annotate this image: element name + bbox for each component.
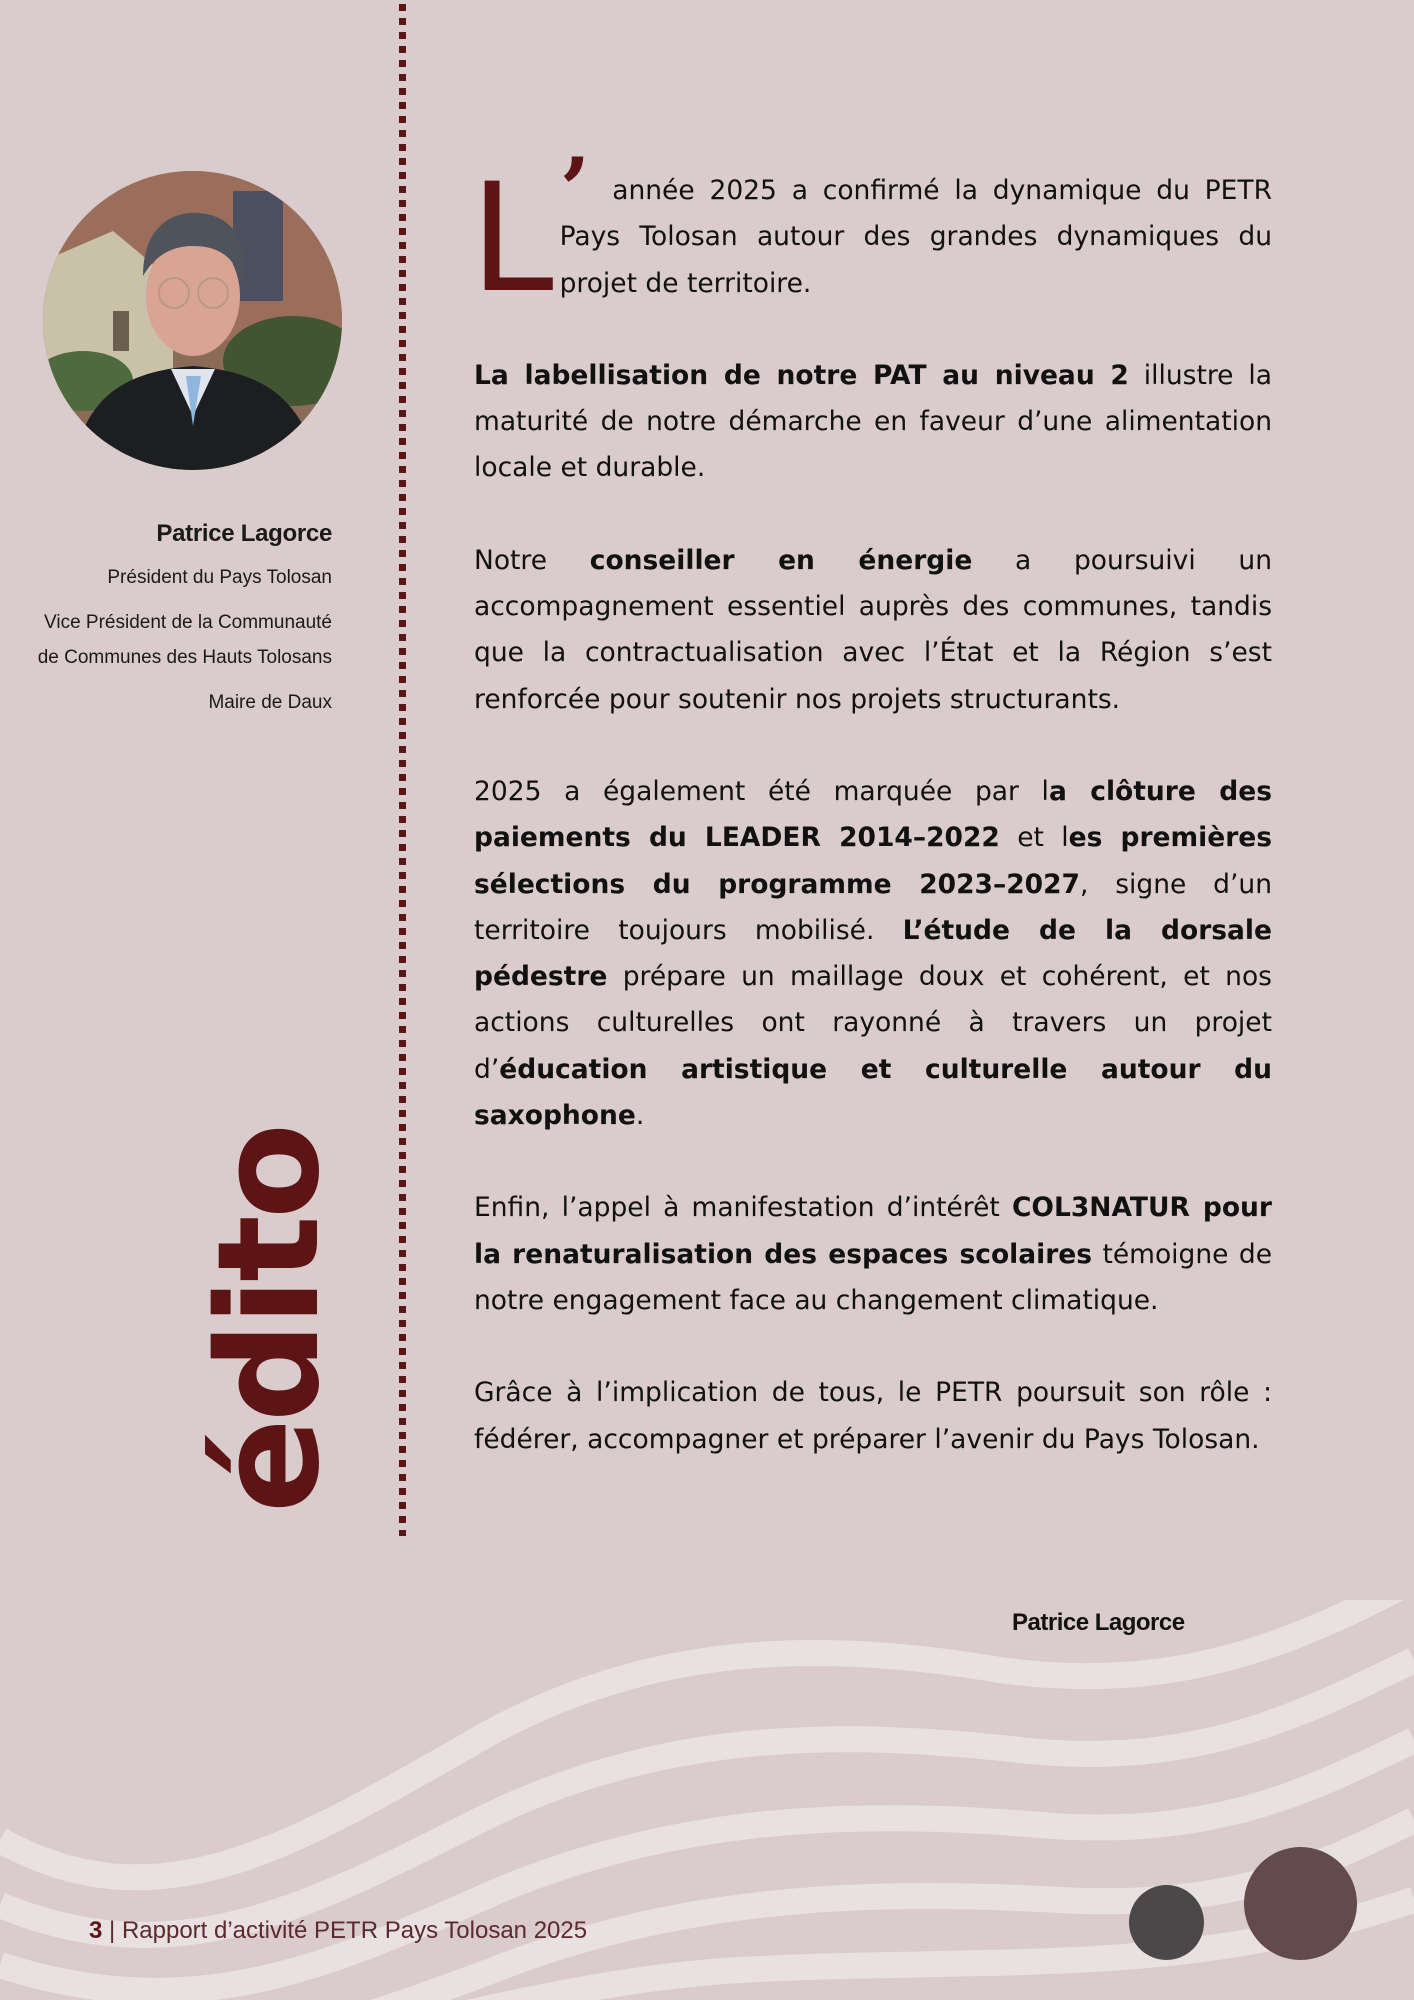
highlight-text: éducation artistique et culturelle autour du saxophone: [474, 1053, 1272, 1132]
body-text: , signe d’un territoire toujours mobilisé.: [474, 868, 1272, 946]
footer-separator: |: [102, 1917, 122, 1944]
footer-title: Rapport d’activité PETR Pays Tolosan 2025: [121, 1917, 588, 1944]
editorial-body: [470, 138, 1273, 1509]
intro-text: année 2025 a confirmé la dynamique du PETR Pays Tolosan autour des grandes dynamiques du projet de territoire.: [559, 175, 1272, 299]
portrait-image: [43, 171, 342, 470]
author-name: Patrice Lagorce: [156, 520, 332, 547]
body-text: illustre la maturité de notre démarche en faveur d’une alimentation locale et durable.: [474, 359, 1273, 484]
highlight-text: a clôture des paiements du LEADER 2014–2022: [474, 775, 1273, 854]
body-text: prépare un maillage doux et cohérent, et nos actions culturelles ont rayonné à travers un projet d’: [474, 961, 1272, 1085]
drop-cap: L: [470, 152, 554, 326]
author-role: Président du Pays Tolosan: [107, 567, 332, 588]
paragraph-pat: [474, 353, 1272, 492]
page-number: 3: [89, 1917, 103, 1944]
body-text: Enfin, l’appel à manifestation d’intérêt: [474, 1192, 1012, 1224]
body-text: Notre: [474, 544, 590, 576]
vertical-dotted-divider: [399, 4, 406, 1536]
body-text: et l: [999, 822, 1069, 854]
paragraph-col3natur: [474, 1185, 1272, 1324]
body-text: témoigne de notre engagement face au changement climatique.: [474, 1238, 1272, 1316]
intro-paragraph: [470, 138, 1272, 326]
body-text: 2025 a également été marquée par l: [474, 775, 1049, 807]
decorative-circle-brown: [1244, 1847, 1357, 1960]
paragraph-energie: [474, 538, 1272, 723]
drop-cap-apostrophe: ’: [559, 138, 591, 242]
author-role: Vice Président de la Communauté de Communes des Hauts Tolosans: [37, 612, 332, 668]
highlight-text: L’étude de la dorsale pédestre: [474, 914, 1272, 993]
author-role: Maire de Daux: [208, 692, 332, 713]
section-title-text: édito: [188, 1126, 351, 1514]
section-title-vertical: [190, 1100, 350, 1540]
highlight-text: COL3NATUR pour la renaturalisation des espaces scolaires: [474, 1192, 1272, 1270]
author-info: [20, 520, 332, 730]
highlight-text: conseiller en énergie: [589, 544, 973, 576]
paragraph-conclusion: Grâce à l’implication de tous, le PETR poursuit son rôle : fédérer, accompagner et préparer l’avenir du Pays Tolosan.: [474, 1377, 1272, 1455]
highlight-text: La labellisation de notre PAT au niveau 2: [474, 359, 1129, 391]
paragraph-leader: [474, 769, 1272, 1139]
highlight-text: es premières sélections du programme 2023–2027: [474, 822, 1273, 900]
decorative-circle-dark: [1129, 1885, 1204, 1960]
body-text: .: [635, 1100, 645, 1132]
body-text: a poursuivi un accompagnement essentiel auprès des communes, tandis que la contractualisation avec l’État et la Région s’est renforcée pour soutenir nos projets structurants.: [474, 544, 1272, 715]
page-footer: [89, 1917, 587, 1945]
portrait-photo: [43, 171, 342, 470]
signature: Patrice Lagorce: [1012, 1609, 1185, 1636]
